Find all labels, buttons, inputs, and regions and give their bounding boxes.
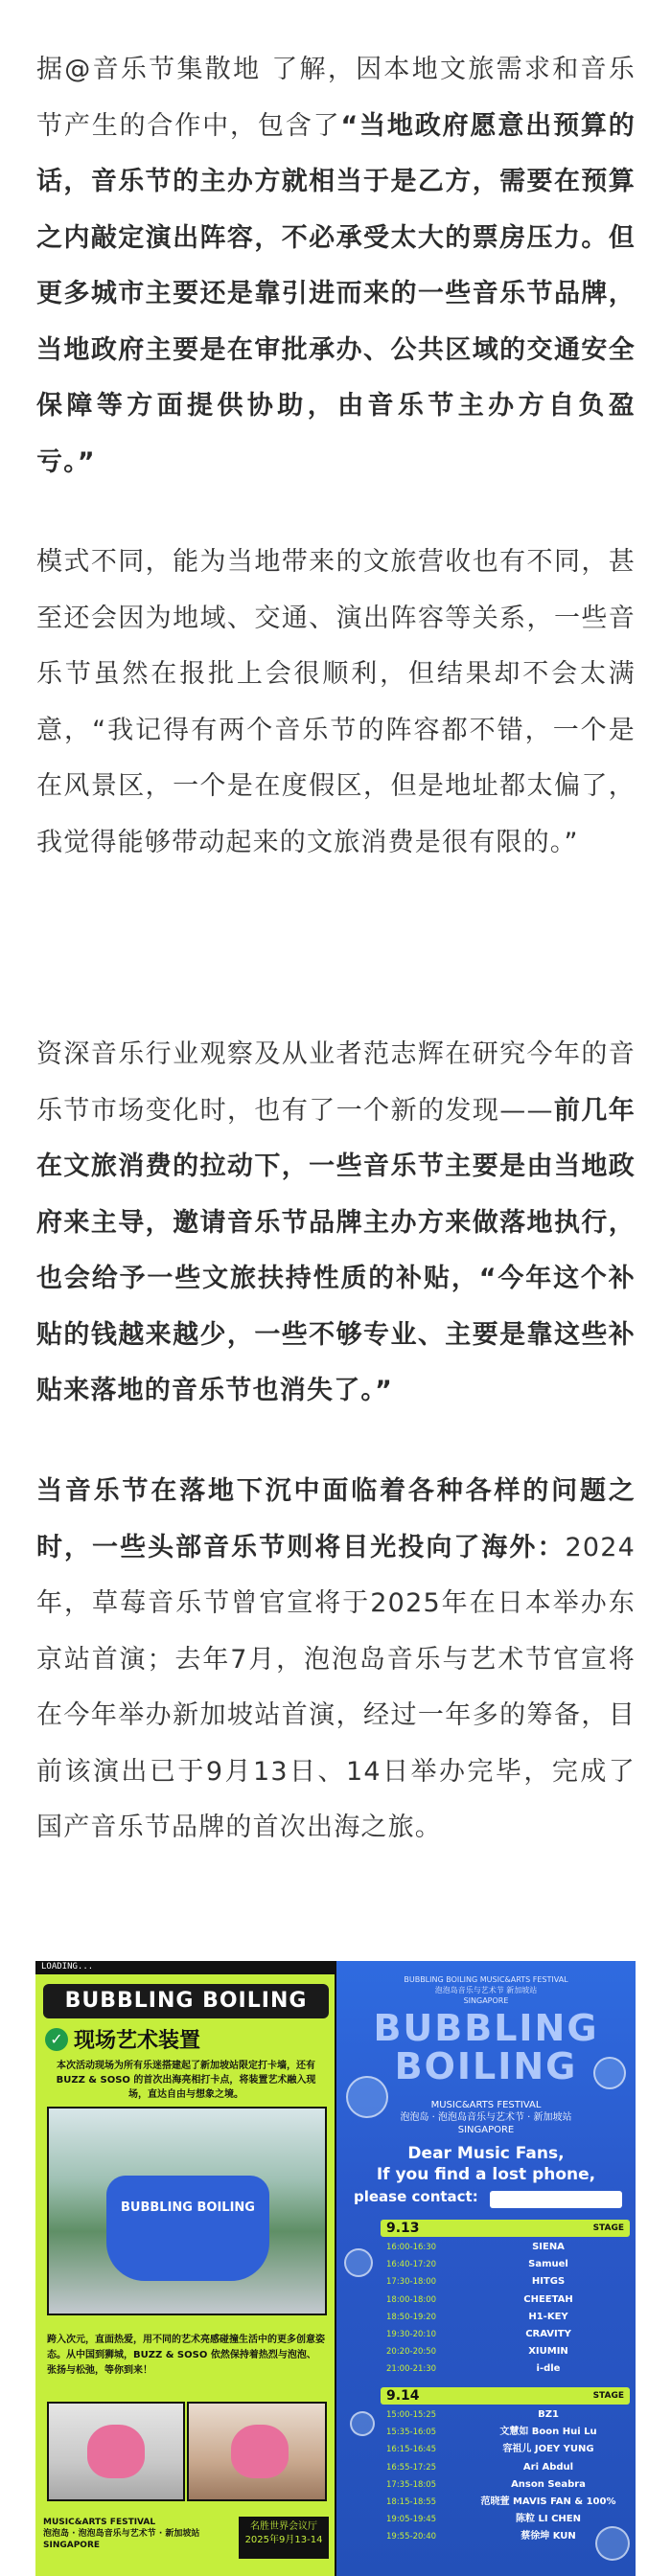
poster-description-2: 跨入次元，直面热爱，用不同的艺术亮感碰撞生活中的更多创意姿态。从中国到狮城，BUZZ & SOSO 依然保持着热烈与泡泡、张扬与松弛，等你到来！ <box>47 2335 325 2376</box>
schedule-time: 17:30-18:00 <box>386 2277 437 2288</box>
schedule-row <box>381 2256 630 2273</box>
schedule-time: 16:55-17:25 <box>386 2462 437 2473</box>
day-2-schedule <box>381 2406 630 2546</box>
schedule-artist: 陈粒 LI CHEN <box>516 2514 581 2525</box>
paragraph-4-text: 2024年，草莓音乐节曾官宣将于2025年在日本举办东京站首演；去年7月，泡泡岛音乐与艺术节官宣将在今年举办新加坡站首演，经过一年多的筹备，目前该演出已于9月13日、14日举办完毕，完成了国产音乐节品牌的首次出海之旅。 <box>36 1532 636 1842</box>
schedule-time: 19:55-20:40 <box>386 2532 437 2542</box>
mascot-photo-2 <box>187 2402 327 2501</box>
schedule-time: 18:15-18:55 <box>386 2496 437 2507</box>
schedule-artist: XIUMIN <box>528 2346 568 2358</box>
loading-text: LOADING... <box>41 1962 94 1972</box>
paragraph-2-text: 模式不同，能为当地带来的文旅营收也有不同，甚至还会因为地域、交通、演出阵容等关系，一些音乐节虽然在报批上会很顺利，但结果却不会太满意，“我记得有两个音乐节的阵容都不错，一个是在风景区，一个是在度假区，但是地址都太偏了，我觉得能够带动起来的文旅消费是很有限的。” <box>36 547 636 857</box>
schedule-row <box>381 2476 630 2494</box>
check-icon: ✓ <box>45 2028 68 2051</box>
festival-poster-image <box>35 1961 636 2576</box>
schedule-time: 15:35-16:05 <box>386 2428 437 2438</box>
schedule-artist: Ari Abdul <box>522 2461 574 2473</box>
paragraph-4-bold: 当音乐节在落地下沉中面临着各种各样的问题之时，一些头部音乐节则将目光投向了海外： <box>36 1476 636 1562</box>
mascot-figure <box>231 2425 289 2478</box>
schedule-row <box>381 2239 630 2256</box>
poster-right-panel <box>336 1961 636 2576</box>
schedule-row <box>381 2291 630 2309</box>
schedule-row <box>381 2511 630 2528</box>
schedule-artist: i-dle <box>536 2363 561 2375</box>
contact-blank <box>490 2191 622 2208</box>
schedule-artist: CHEETAH <box>523 2293 573 2305</box>
schedule-artist: 容祖儿 JOEY YUNG <box>502 2444 594 2455</box>
inflatable-text: BUBBLING BOILING <box>121 2200 255 2215</box>
poster-header-text: BUBBLING BOILING MUSIC&ARTS FESTIVAL 泡泡岛音乐与艺术节 新加坡站 SINGAPORE <box>404 1975 568 2005</box>
schedule-time: 17:35-18:05 <box>386 2479 437 2490</box>
paragraph-4 <box>36 1464 636 1857</box>
contact-label: please contact: <box>354 2188 478 2205</box>
day-1-schedule <box>381 2239 630 2379</box>
schedule-artist: 范晓萱 MAVIS FAN & 100% <box>480 2496 616 2507</box>
paragraph-2 <box>36 535 636 871</box>
paragraph-3 <box>36 1027 636 1420</box>
bubbling-boiling-logo: BUBBLING BOILING <box>43 1984 329 2018</box>
schedule-artist: Samuel <box>528 2259 568 2270</box>
schedule-time: 20:20-20:50 <box>386 2347 437 2358</box>
bubble-decoration <box>344 2248 373 2277</box>
day-2-bar <box>381 2387 630 2405</box>
schedule-time: 19:30-20:10 <box>386 2329 437 2339</box>
schedule-row <box>381 2406 630 2424</box>
schedule-artist: HITGS <box>531 2276 566 2288</box>
day-1-bar <box>381 2220 630 2237</box>
loading-bar <box>35 1961 335 1974</box>
schedule-time: 21:00-21:30 <box>386 2364 437 2375</box>
day-1-stage: STAGE <box>592 2223 624 2233</box>
schedule-time: 16:40-17:20 <box>386 2260 437 2270</box>
schedule-row <box>381 2309 630 2326</box>
bubbling-boiling-logo-large: BUBBLING BOILING <box>373 2007 599 2087</box>
mascot-figure <box>87 2425 145 2478</box>
poster-footer: MUSIC&ARTS FESTIVAL 泡泡岛 · 泡泡岛音乐与艺术节 · 新加坡站 SINGAPORE <box>43 2518 200 2550</box>
schedule-time: 18:50-19:20 <box>386 2312 437 2322</box>
paragraph-1-bold: “当地政府愿意出预算的话，音乐节的主办方就相当于是乙方，需要在预算之内敲定演出阵容，不必承受太大的票房压力。但更多城市主要还是靠引进而来的一些音乐节品牌，当地政府主要是在审批承办、公共区域的交通安全保障等方面提供协助，由音乐节主办方自负盈亏。” <box>36 110 636 477</box>
schedule-time: 18:00-18:00 <box>386 2294 437 2305</box>
schedule-artist: BZ1 <box>538 2409 559 2420</box>
festival-name: MUSIC&ARTS FESTIVAL 泡泡岛 · 泡泡岛音乐与艺术节 · 新加坡站 SINGAPORE <box>400 2100 572 2135</box>
paragraph-1-text: 据@音乐节集散地 了解，因本地文旅需求和音乐节产生的合作中，包含了 <box>36 55 636 141</box>
schedule-artist: CRAVITY <box>525 2328 571 2339</box>
schedule-artist: H1-KEY <box>528 2311 568 2322</box>
bubble-decoration <box>350 2411 375 2436</box>
schedule-artist: Anson Seabra <box>511 2478 586 2490</box>
schedule-artist: SIENA <box>532 2242 565 2252</box>
paragraph-1 <box>36 42 636 490</box>
day-2-stage: STAGE <box>592 2391 624 2401</box>
schedule-row <box>381 2494 630 2511</box>
poster-section-title: 现场艺术装置 <box>74 2029 201 2053</box>
paragraph-3-bold: 前几年在文旅消费的拉动下，一些音乐节主要是由当地政府来主导，邀请音乐节品牌主办方来做落地执行，也会给予一些文旅扶持性质的补贴，“今年这个补贴的钱越来越少，一些不够专业、主要是靠这些补贴来落地的音乐节也消失了。” <box>36 1095 636 1405</box>
schedule-row <box>381 2273 630 2291</box>
day-1-date: 9.13 <box>386 2221 420 2236</box>
schedule-row <box>381 2459 630 2476</box>
schedule-row <box>381 2441 630 2458</box>
schedule-artist: 文慧如 Boon Hui Lu <box>499 2427 597 2438</box>
schedule-row <box>381 2360 630 2378</box>
venue-tag: 名胜世界会议厅 2025年9月13-14 <box>239 2517 329 2559</box>
inflatable-installation <box>106 2176 269 2281</box>
installation-photo <box>47 2107 327 2315</box>
schedule-row <box>381 2326 630 2343</box>
schedule-row <box>381 2528 630 2545</box>
poster-description: 本次活动现场为所有乐迷搭建起了新加坡站限定打卡墙，还有 BUZZ & SOSO 的首次出海亮相打卡点，将装置艺术融入现场，直达自由与想象之境。 <box>56 2061 316 2100</box>
schedule-time: 15:00-15:25 <box>386 2410 437 2420</box>
schedule-artist: 蔡徐坤 KUN <box>521 2531 576 2542</box>
schedule-row <box>381 2343 630 2360</box>
schedule-row <box>381 2424 630 2441</box>
lost-phone-notice: Dear Music Fans, If you find a lost phone, <box>376 2144 596 2184</box>
schedule-time: 19:05-19:45 <box>386 2515 437 2525</box>
schedule-time: 16:00-16:30 <box>386 2243 437 2252</box>
schedule-time: 16:15-16:45 <box>386 2445 437 2455</box>
paragraph-3-text: 资深音乐行业观察及从业者范志辉在研究今年的音乐节市场变化时，也有了一个新的发现—— <box>36 1039 636 1126</box>
mascot-photo-1 <box>47 2402 185 2501</box>
poster-left-panel <box>35 1961 336 2576</box>
day-2-date: 9.14 <box>386 2388 420 2404</box>
